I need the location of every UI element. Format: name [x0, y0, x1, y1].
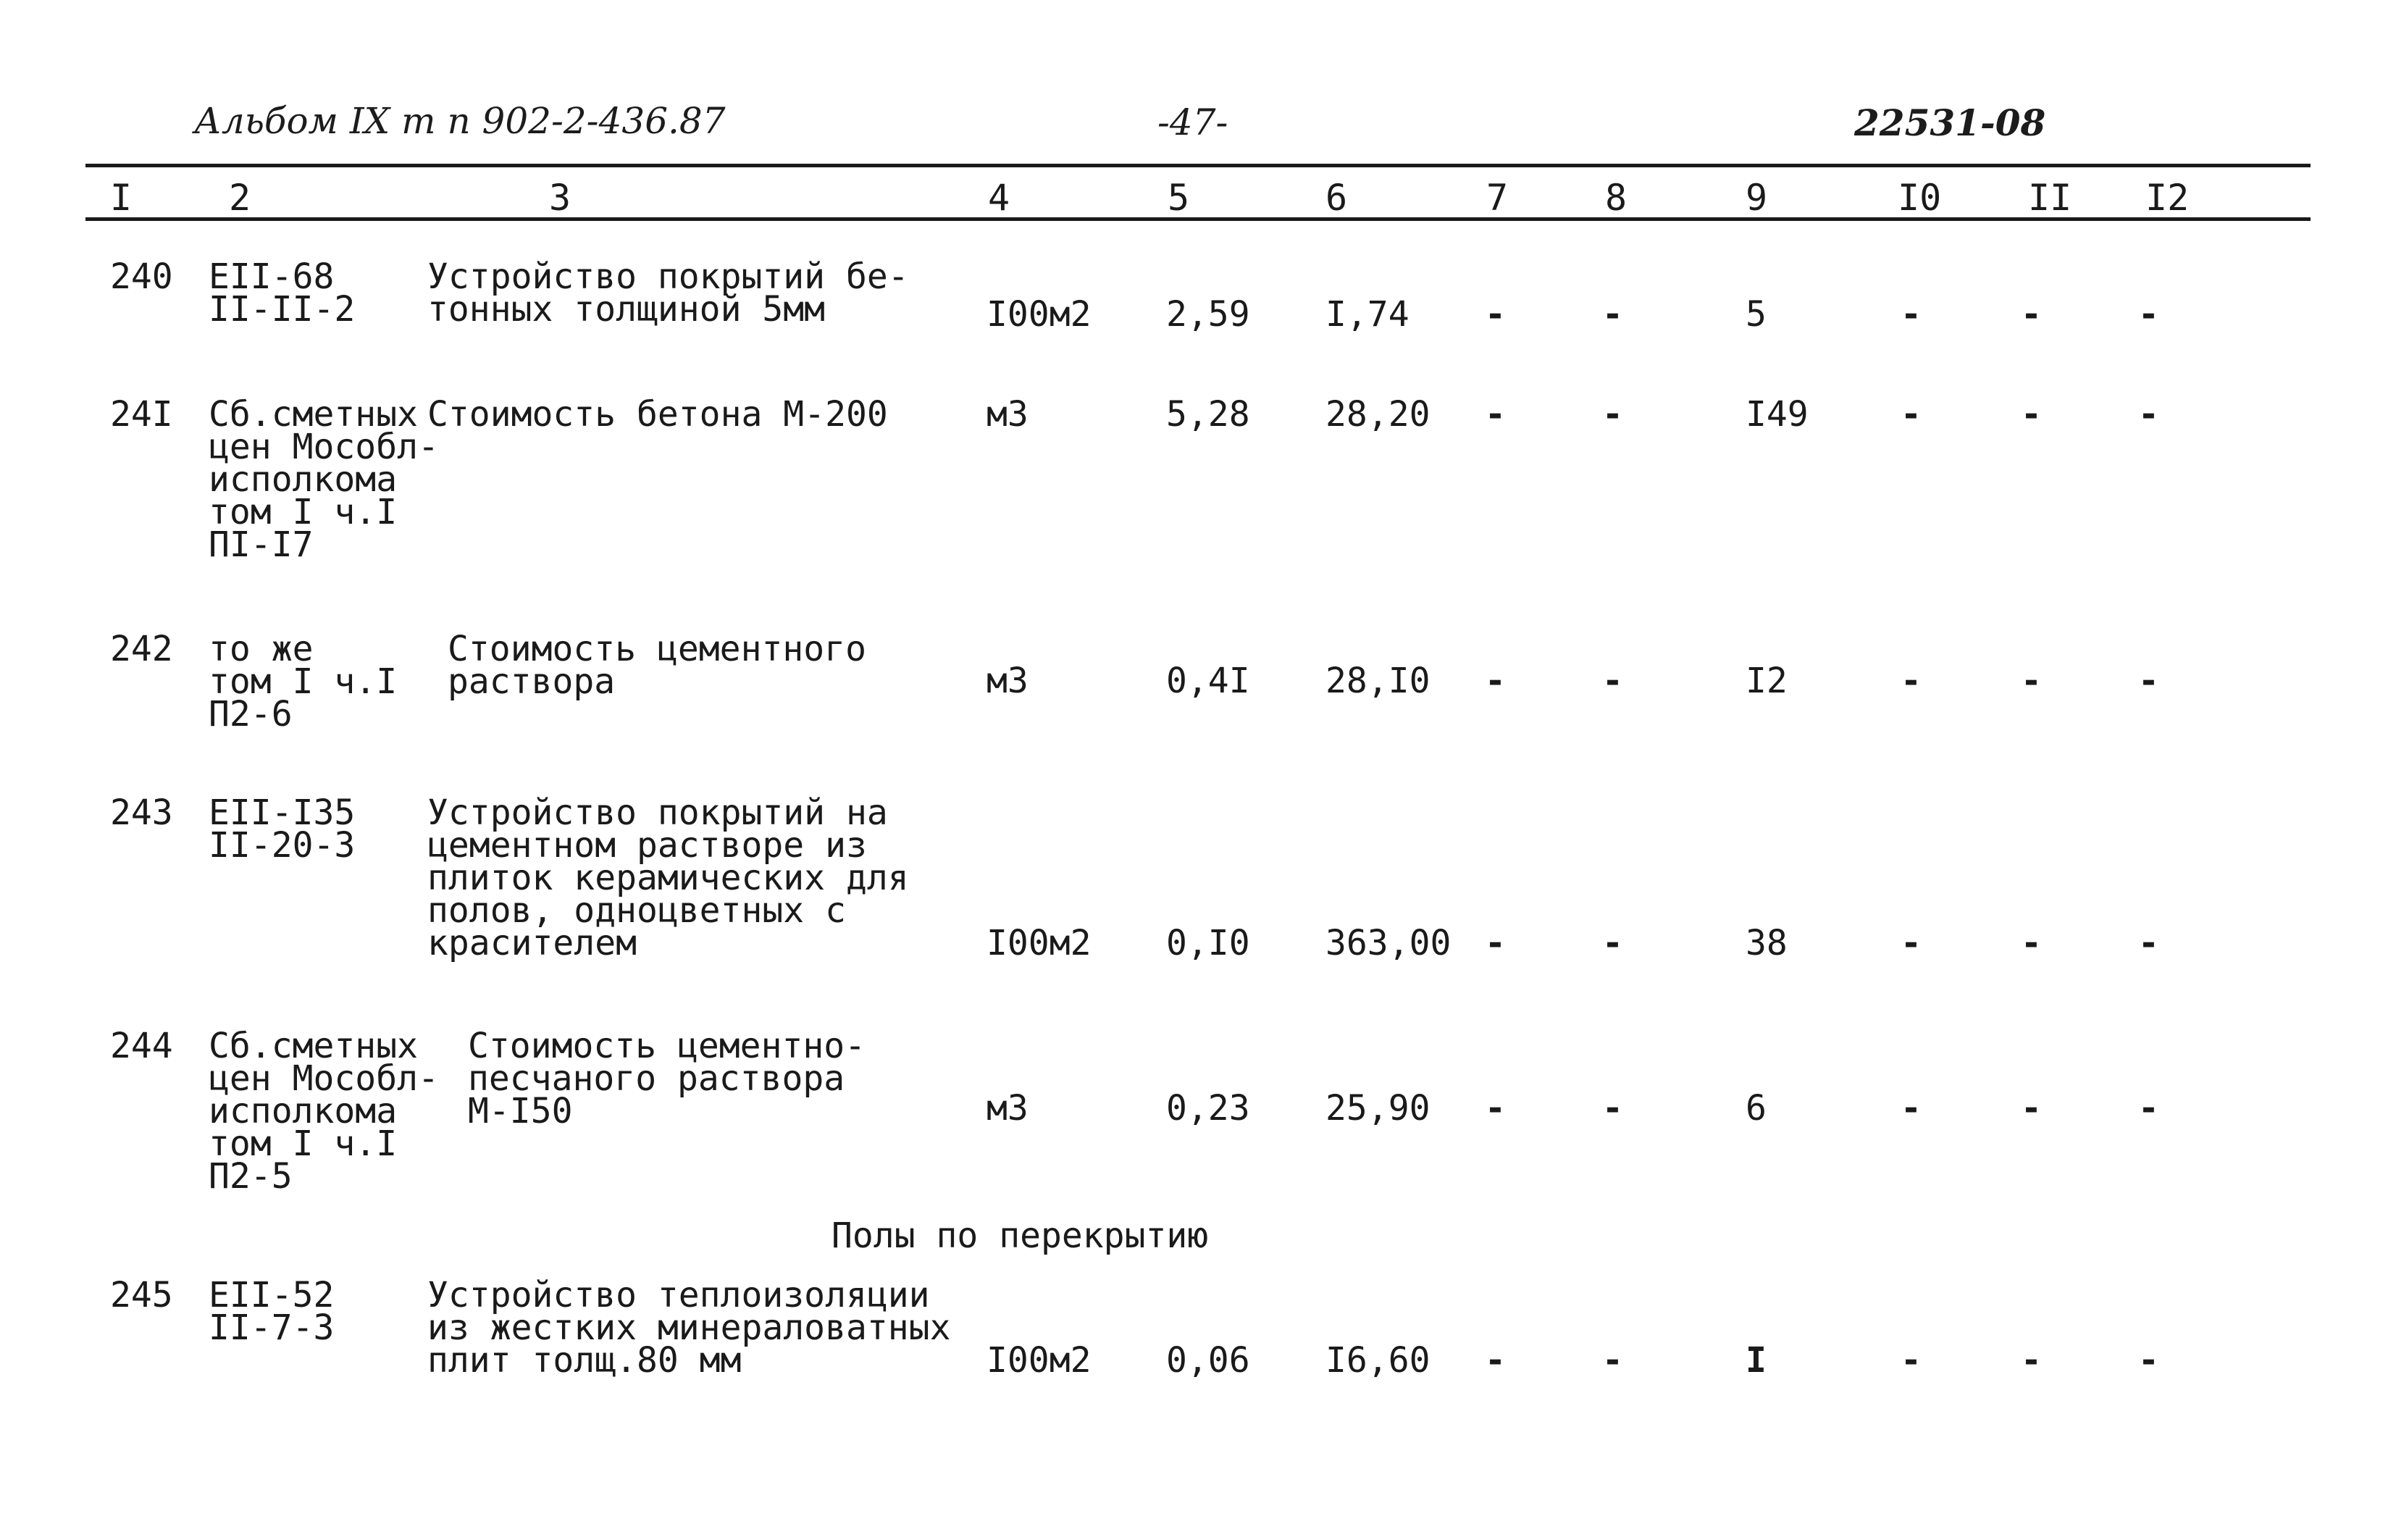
unit-price: 28,I0: [1325, 661, 1431, 701]
col12-value: -: [2138, 294, 2159, 335]
column-header-5: 5: [1168, 177, 1190, 219]
quantity: 5,28: [1166, 394, 1250, 435]
unit: I00м2: [987, 294, 1092, 335]
col8-value: -: [1602, 923, 1623, 963]
unit: м3: [987, 661, 1029, 701]
col12-value: -: [2138, 394, 2159, 435]
row-number: 245: [110, 1275, 173, 1315]
quantity: 0,4I: [1166, 661, 1250, 701]
table-row: [0, 1026, 2396, 1197]
col7-value: -: [1485, 294, 1506, 335]
col10-value: -: [1901, 923, 1922, 963]
col11-value: -: [2021, 661, 2042, 701]
unit: I00м2: [987, 1340, 1092, 1381]
unit: м3: [987, 394, 1029, 435]
row-number: 240: [110, 256, 173, 297]
col7-value: -: [1485, 1340, 1506, 1381]
unit-price: I,74: [1325, 294, 1409, 335]
unit-price: 25,90: [1325, 1088, 1431, 1129]
rate-code: Сб.сметных цен Мособл- исполкома том I ч.I ПI-I7: [209, 394, 439, 565]
col7-value: -: [1485, 923, 1506, 963]
work-description: Стоимость цементного раствора: [448, 629, 866, 702]
col8-value: -: [1602, 394, 1623, 435]
work-description: Устройство покрытий на цементном растворе из плиток керамических для полов, одноцветных с красителем: [427, 792, 909, 963]
table-row: [0, 792, 2396, 963]
col11-value: -: [2021, 294, 2042, 335]
document-code: 22531-08: [1854, 101, 2046, 144]
row-number: 243: [110, 792, 173, 833]
column-header-6: 6: [1325, 177, 1348, 219]
col8-value: -: [1602, 294, 1623, 335]
col12-value: -: [2138, 661, 2159, 701]
row-number: 242: [110, 629, 173, 669]
col12-value: -: [2138, 1088, 2159, 1129]
column-header-4: 4: [988, 177, 1010, 219]
unit-price: 28,20: [1325, 394, 1431, 435]
col10-value: -: [1901, 294, 1922, 335]
unit: I00м2: [987, 923, 1092, 963]
col7-value: -: [1485, 394, 1506, 435]
column-header-3: 3: [549, 177, 571, 219]
column-header-10: I0: [1898, 177, 1942, 219]
section-heading: Полы по перекрытию: [832, 1215, 1209, 1256]
col7-value: -: [1485, 661, 1506, 701]
col11-value: -: [2021, 1088, 2042, 1129]
table-row: [0, 394, 2396, 565]
quantity: 0,I0: [1166, 923, 1250, 963]
rate-code: EII-I35 II-20-3: [209, 792, 356, 866]
unit: м3: [987, 1088, 1029, 1129]
col11-value: -: [2021, 923, 2042, 963]
col12-value: -: [2138, 1340, 2159, 1381]
rate-code: EII-52 II-7-3: [209, 1275, 335, 1348]
header-bottom-rule: [85, 217, 2311, 221]
rate-code: то же том I ч.I П2-6: [209, 629, 398, 735]
col7-value: -: [1485, 1088, 1506, 1129]
col8-value: -: [1602, 1340, 1623, 1381]
unit-price: I6,60: [1325, 1340, 1431, 1381]
work-description: Устройство теплоизоляции из жестких минераловатных плит толщ.80 мм: [427, 1275, 951, 1381]
col9-value: I2: [1746, 661, 1788, 701]
col10-value: -: [1901, 661, 1922, 701]
row-number: 24I: [110, 394, 173, 435]
rate-code: EII-68 II-II-2: [209, 256, 356, 330]
col9-value: 38: [1746, 923, 1788, 963]
work-description: Стоимость бетона М-200: [427, 394, 888, 435]
table-row: [0, 629, 2396, 735]
col9-value: I: [1746, 1340, 1767, 1381]
col8-value: -: [1602, 661, 1623, 701]
rate-code: Сб.сметных цен Мособл- исполкома том I ч.I П2-5: [209, 1026, 439, 1197]
column-header-8: 8: [1605, 177, 1628, 219]
column-header-2: 2: [229, 177, 251, 219]
page-number: -47-: [1157, 101, 1228, 143]
col10-value: -: [1901, 1088, 1922, 1129]
quantity: 0,06: [1166, 1340, 1250, 1381]
quantity: 0,23: [1166, 1088, 1250, 1129]
col8-value: -: [1602, 1088, 1623, 1129]
col12-value: -: [2138, 923, 2159, 963]
column-header-9: 9: [1746, 177, 1768, 219]
work-description: Устройство покрытий бе- тонных толщиной 5мм: [427, 256, 909, 330]
col9-value: 5: [1746, 294, 1767, 335]
col11-value: -: [2021, 394, 2042, 435]
header-top-rule: [85, 164, 2311, 167]
column-header-7: 7: [1486, 177, 1509, 219]
quantity: 2,59: [1166, 294, 1250, 335]
unit-price: 363,00: [1325, 923, 1452, 963]
col10-value: -: [1901, 1340, 1922, 1381]
work-description: Стоимость цементно- песчаного раствора М-I50: [468, 1026, 866, 1131]
row-number: 244: [110, 1026, 173, 1066]
table-row: [0, 1275, 2396, 1381]
col9-value: 6: [1746, 1088, 1767, 1129]
column-header-11: II: [2028, 177, 2072, 219]
column-header-1: I: [110, 177, 133, 219]
col11-value: -: [2021, 1340, 2042, 1381]
col9-value: I49: [1746, 394, 1809, 435]
col10-value: -: [1901, 394, 1922, 435]
column-header-12: I2: [2145, 177, 2190, 219]
album-reference: Альбом IX т п 902-2-436.87: [194, 100, 726, 142]
